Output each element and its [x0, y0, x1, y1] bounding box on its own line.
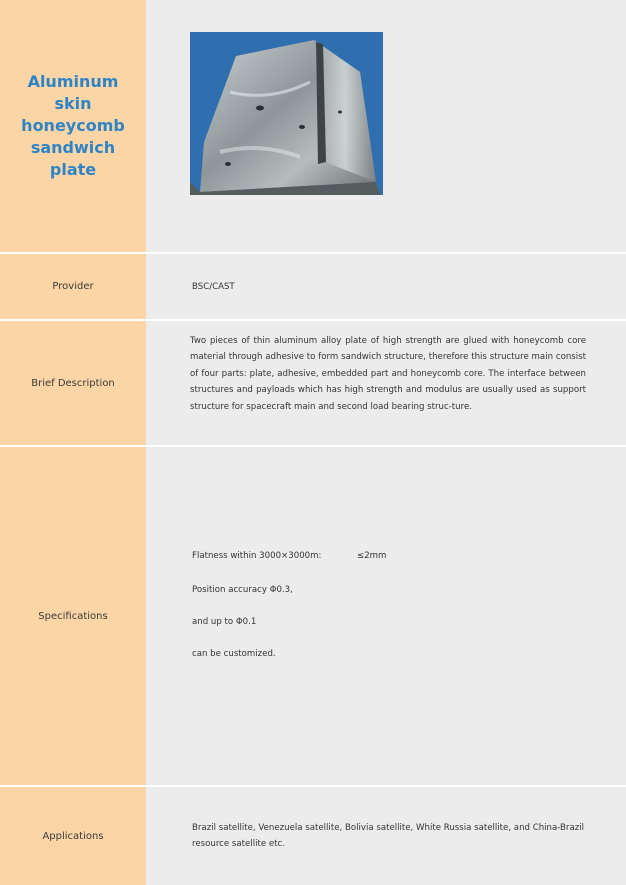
provider-value-cell	[146, 254, 626, 319]
description-label: Brief Description	[31, 377, 115, 389]
provider-label-cell	[0, 254, 146, 319]
product-photo	[190, 32, 383, 195]
description-row	[0, 321, 626, 445]
provider-label: Provider	[52, 281, 94, 292]
applications-label-cell	[0, 787, 146, 885]
applications-value-cell	[146, 787, 626, 885]
specifications-row	[0, 447, 626, 785]
product-title: Aluminum skin honeycomb sandwich plate	[21, 72, 125, 179]
specifications-label: Specifications	[38, 610, 108, 622]
provider-row	[0, 254, 626, 319]
description-value-cell	[146, 321, 626, 445]
applications-row	[0, 787, 626, 885]
photo-cell	[146, 0, 626, 252]
title-cell	[0, 0, 146, 252]
provider-value: BSC/CAST	[192, 282, 235, 292]
applications-label: Applications	[42, 830, 104, 842]
specifications-value-cell	[146, 447, 626, 785]
spec-flatness: Flatness within 3000×3000m:	[192, 551, 322, 561]
spec-up-to: and up to Φ0.1	[192, 617, 257, 627]
title-row	[0, 0, 626, 252]
applications-text: Brazil satellite, Venezuela satellite, Bolivia satellite, White Russia satellite, and China-Brazil resource satellite etc.	[192, 823, 585, 850]
description-text: Two pieces of thin aluminum alloy plate of high strength are glued with honeycomb core material through adhesive to form sandwich structure, therefore this structure main consist of four parts: plate, adhesive, embedded part and honeycomb core. The interface between structures and payloads which has high strength and modulus are usually used as support structure for spacecraft main and second load bearing struc-ture.	[190, 336, 586, 412]
specifications-label-cell	[0, 447, 146, 785]
spec-flatness-value: ≤2mm	[357, 551, 387, 561]
spec-customized: can be customized.	[192, 649, 276, 659]
spec-position-accuracy: Position accuracy Φ0.3,	[192, 585, 293, 595]
description-label-cell	[0, 321, 146, 445]
